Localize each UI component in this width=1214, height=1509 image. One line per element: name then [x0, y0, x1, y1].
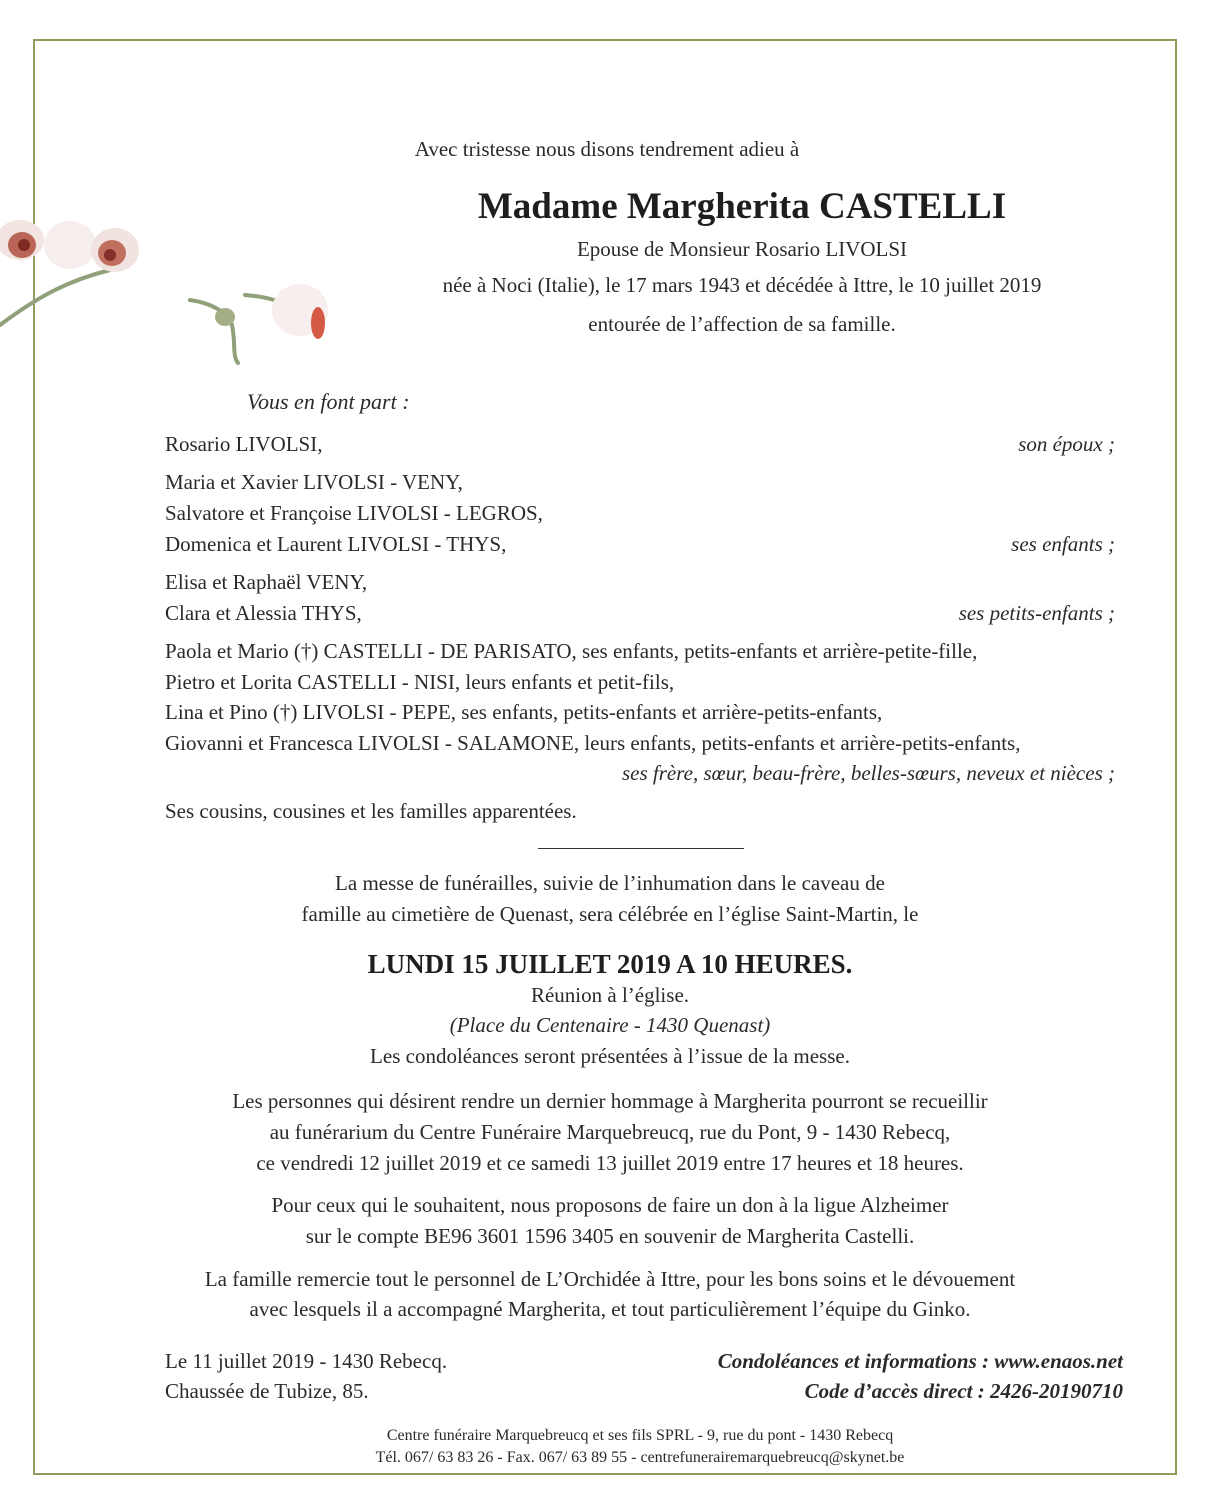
sibling-line: Giovanni et Francesca LIVOLSI - SALAMONE, leurs enfants, petits-enfants et arrière-petits-enfants, [165, 731, 1021, 755]
grandchild-line: Clara et Alessia THYS, [165, 601, 362, 625]
visit-line: ce vendredi 12 juillet 2019 et ce samedi 13 juillet 2019 entre 17 heures et 18 heures. [256, 1151, 964, 1175]
sibling-line: Pietro et Lorita CASTELLI - NISI, leurs enfants et petit-fils, [165, 670, 675, 694]
funeral-datetime: LUNDI 15 JUILLET 2019 A 10 HEURES. [367, 949, 853, 979]
funeral-line: famille au cimetière de Quenast, sera célébrée en l’église Saint-Martin, le [301, 902, 919, 926]
cousins-line: Ses cousins, cousines et les familles apparentées. [165, 799, 577, 823]
surrounded-line: entourée de l’affection de sa famille. [588, 312, 896, 336]
husband-line: Rosario LIVOLSI, [165, 432, 323, 456]
sibling-line: Paola et Mario (†) CASTELLI - DE PARISATO, ses enfants, petits-enfants et arrière-petite-fille, [165, 639, 978, 663]
footer-company: Centre funéraire Marquebreucq et ses fils SPRL - 9, rue du pont - 1430 Rebecq [386, 1427, 894, 1444]
children-relation: ses enfants ; [1011, 532, 1115, 556]
birth-death-line: née à Noci (Italie), le 17 mars 1943 et décédée à Ittre, le 10 juillet 2019 [442, 273, 1042, 297]
visit-line: au funérarium du Centre Funéraire Marquebreucq, rue du Pont, 9 - 1430 Rebecq, [269, 1120, 951, 1144]
closing-date-place: Le 11 juillet 2019 - 1430 Rebecq. [165, 1349, 448, 1373]
meeting-line: Réunion à l’église. [530, 983, 690, 1007]
visit-line: Les personnes qui désirent rendre un dernier hommage à Margherita pourront se recueillir [232, 1089, 988, 1113]
husband-relation: son époux ; [1018, 432, 1115, 456]
access-code: Code d’accès direct : 2426-20190710 [804, 1379, 1123, 1403]
church-address: (Place du Centenaire - 1430 Quenast) [449, 1013, 771, 1037]
siblings-relation: ses frère, sœur, beau-frère, belles-sœurs, neveux et nièces ; [622, 761, 1115, 785]
thanks-line: La famille remercie tout le personnel de L’Orchidée à Ittre, pour les bons soins et le dévouement [204, 1267, 1016, 1291]
child-line: Domenica et Laurent LIVOLSI - THYS, [165, 532, 507, 556]
child-line: Salvatore et Françoise LIVOLSI - LEGROS, [165, 501, 543, 525]
donation-line: Pour ceux qui le souhaitent, nous proposons de faire un don à la ligue Alzheimer [271, 1193, 949, 1217]
intro-line: Avec tristesse nous disons tendrement adieu à [414, 137, 800, 161]
condolences-line: Les condoléances seront présentées à l’issue de la messe. [370, 1044, 850, 1068]
online-condolences-link[interactable]: Condoléances et informations : www.enaos.net [717, 1349, 1123, 1373]
grandchild-line: Elisa et Raphaël VENY, [165, 570, 368, 594]
sibling-line: Lina et Pino (†) LIVOLSI - PEPE, ses enfants, petits-enfants et arrière-petits-enfants, [165, 700, 883, 724]
child-line: Maria et Xavier LIVOLSI - VENY, [165, 470, 463, 494]
grandchildren-relation: ses petits-enfants ; [958, 601, 1115, 625]
funeral-line: La messe de funérailles, suivie de l’inhumation dans le caveau de [335, 871, 885, 895]
donation-line: sur le compte BE96 3601 1596 3405 en souvenir de Margherita Castelli. [305, 1224, 915, 1248]
spouse-line: Epouse de Monsieur Rosario LIVOLSI [576, 237, 908, 261]
footer-contact: Tél. 067/ 63 83 26 - Fax. 067/ 63 89 55 - centrefunerairemarquebreucq@skynet.be [375, 1449, 905, 1466]
family-heading: Vous en font part : [247, 389, 410, 414]
thanks-line: avec lesquels il a accompagné Margherita, et tout particulièrement l’équipe du Ginko. [249, 1297, 971, 1321]
deceased-name: Madame Margherita CASTELLI [477, 186, 1007, 227]
divider [538, 848, 744, 849]
closing-address: Chaussée de Tubize, 85. [165, 1379, 369, 1403]
